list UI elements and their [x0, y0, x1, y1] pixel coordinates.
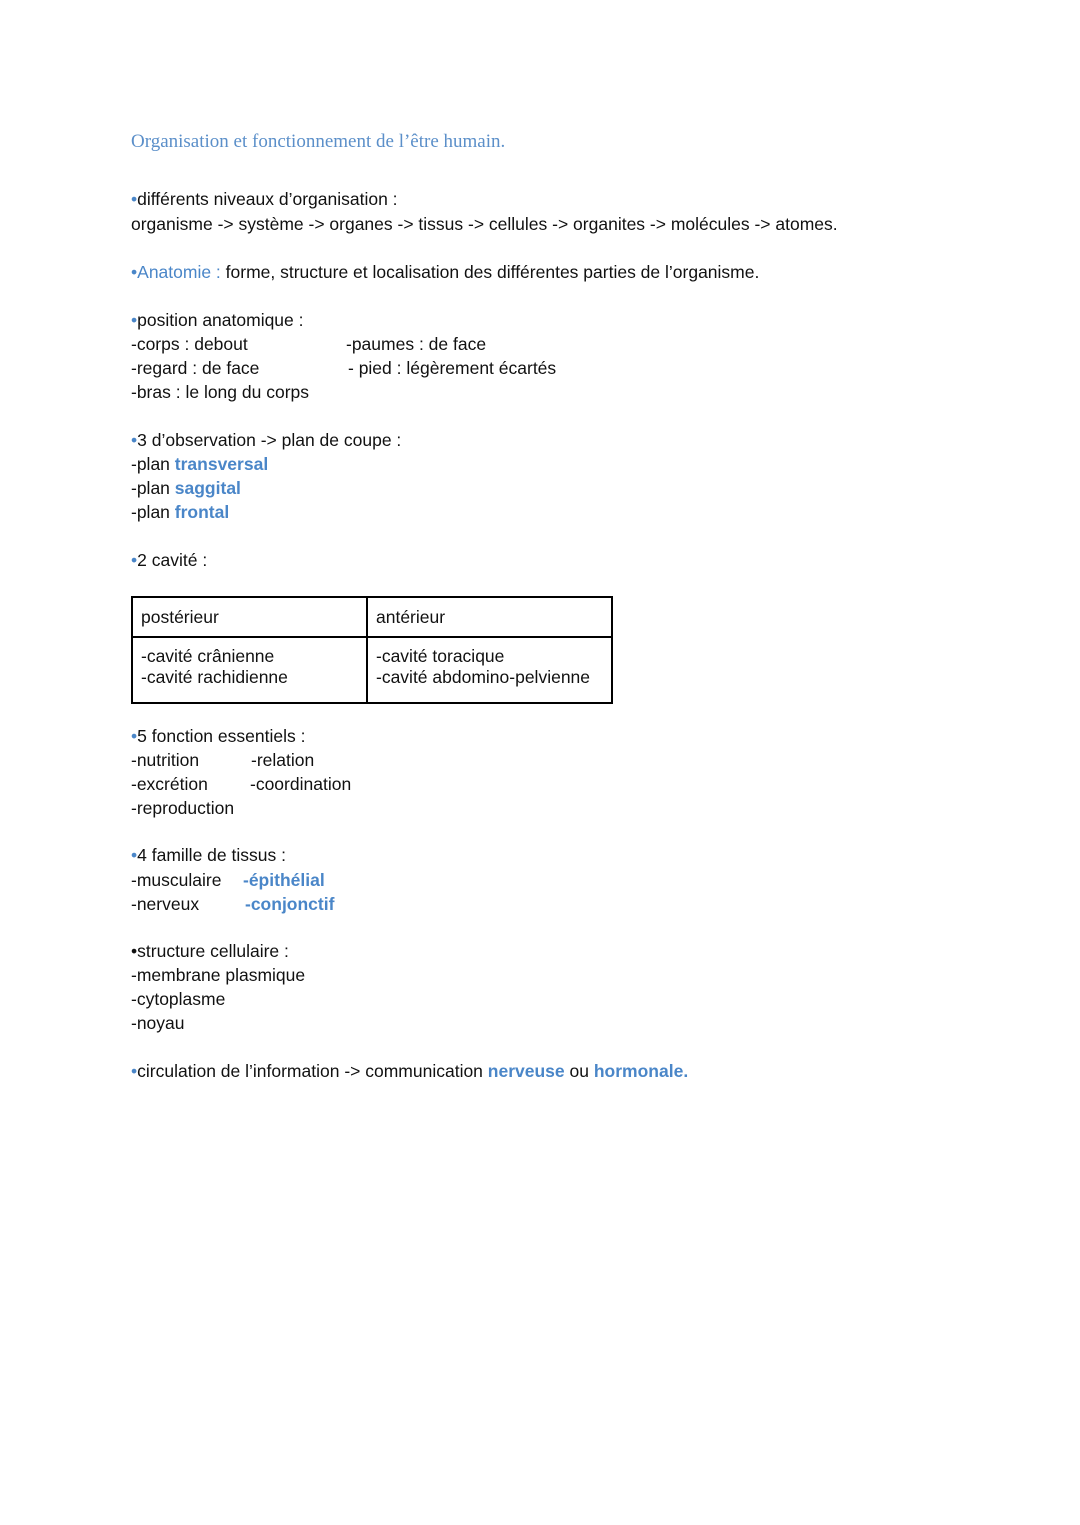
table-header-row: [132, 597, 612, 637]
tissu-item: -musculaire: [131, 870, 222, 890]
bullet-icon: •: [131, 1061, 138, 1081]
plan-item: [131, 500, 229, 524]
tissus-heading: 4 famille de tissus :: [137, 845, 286, 865]
table-cell: [367, 637, 612, 703]
plan-name: frontal: [174, 502, 230, 522]
tissu-item: -nerveux: [131, 894, 200, 914]
plans-heading: 3 d’observation -> plan de coupe :: [137, 430, 402, 450]
bullet-icon: •: [131, 310, 138, 330]
anatomie-term: Anatomie :: [137, 262, 221, 282]
plan-prefix: -plan: [131, 454, 175, 474]
anatomie-definition: forme, structure et localisation des différentes parties de l’organisme.: [220, 262, 760, 282]
position-left-item: -bras : le long du corps: [131, 382, 310, 402]
tissus-heading-line: [131, 843, 286, 867]
bullet-icon: •: [131, 550, 138, 570]
position-right-item: - pied : légèrement écartés: [348, 358, 557, 378]
fonction-item: -reproduction: [131, 798, 235, 818]
circulation-line: [131, 1059, 688, 1083]
position-left-item: -regard : de face: [131, 358, 260, 378]
document-title: Organisation et fonctionnement de l’être humain.: [131, 131, 506, 152]
fonction-item: -excrétion: [131, 774, 208, 794]
cavite-item: -cavité abdomino-pelvienne: [376, 667, 591, 687]
fonction-item: -coordination: [250, 774, 352, 794]
circulation-text: circulation de l’information -> communication: [137, 1061, 488, 1081]
table-cell: [132, 637, 367, 703]
fonction-item: -nutrition: [131, 750, 200, 770]
bullet-icon: •: [131, 941, 138, 961]
bullet-icon: •: [131, 845, 138, 865]
fonctions-heading: 5 fonction essentiels :: [137, 726, 306, 746]
table-row: [132, 637, 612, 703]
circulation-term: nerveuse: [487, 1061, 565, 1081]
circulation-connector: ou: [564, 1061, 594, 1081]
plan-prefix: -plan: [131, 502, 175, 522]
structure-item: -cytoplasme: [131, 989, 226, 1009]
niveaux-heading-line: [131, 187, 398, 211]
anatomie-line: [131, 260, 759, 284]
position-heading-line: [131, 308, 304, 332]
bullet-icon: •: [131, 430, 138, 450]
structure-heading-line: [131, 939, 289, 963]
table-header-cell: antérieur: [367, 597, 612, 637]
cavite-item: -cavité toracique: [376, 646, 505, 666]
plans-heading-line: [131, 428, 401, 452]
position-heading: position anatomique :: [137, 310, 304, 330]
structure-heading: structure cellulaire :: [137, 941, 289, 961]
structure-item: -membrane plasmique: [131, 965, 306, 985]
plan-name: saggital: [174, 478, 241, 498]
structure-item: -noyau: [131, 1013, 185, 1033]
table-header-cell: postérieur: [132, 597, 367, 637]
bullet-icon: •: [131, 189, 138, 209]
plan-item: [131, 476, 241, 500]
cavites-heading: 2 cavité :: [137, 550, 208, 570]
position-right-item: -paumes : de face: [346, 334, 487, 354]
fonction-item: -relation: [251, 750, 315, 770]
plan-item: [131, 452, 268, 476]
plan-prefix: -plan: [131, 478, 175, 498]
cavites-table: [131, 596, 613, 704]
bullet-icon: •: [131, 262, 138, 282]
tissu-item: -épithélial: [243, 870, 325, 890]
cavites-heading-line: [131, 548, 207, 572]
position-left-item: -corps : debout: [131, 334, 248, 354]
niveaux-chain: organisme -> système -> organes -> tissus -> cellules -> organites -> molécules -> atomes.: [131, 214, 838, 234]
bullet-icon: •: [131, 726, 138, 746]
plan-name: transversal: [174, 454, 269, 474]
niveaux-heading: différents niveaux d’organisation :: [137, 189, 398, 209]
cavite-item: -cavité rachidienne: [141, 667, 288, 687]
circulation-term: hormonale.: [593, 1061, 689, 1081]
tissu-item: -conjonctif: [245, 894, 335, 914]
fonctions-heading-line: [131, 724, 305, 748]
cavite-item: -cavité crânienne: [141, 646, 275, 666]
